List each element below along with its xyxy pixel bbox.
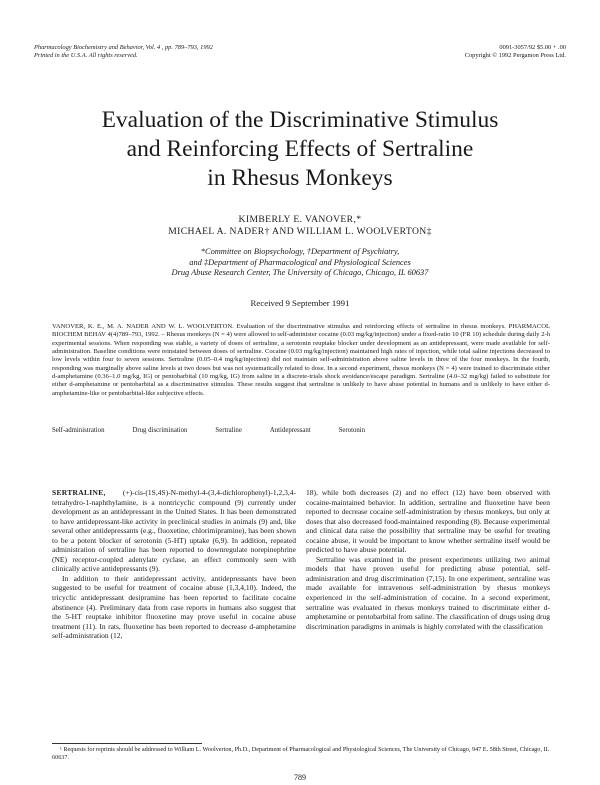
running-header-right: [465, 44, 566, 60]
body-paragraph: Sertraline was examined in the present experiments utilizing two animal models that have proven useful for predicting abuse potential, self-administration and drug discrimination (7,15). In one experiment, sertraline was made available for intravenous self-administration by rhesus monkeys experienced in the self-administration of cocaine. In a second experiment, sertraline was evaluated in rhesus monkeys trained to discriminate either d-amphetamine or pentobarbital from saline. The classification of drugs using drug discrimination paradigms in animals is highly correlated with the classification: [306, 554, 550, 631]
title-line: in Rhesus Monkeys: [207, 164, 393, 191]
keyword: Drug discrimination: [132, 427, 188, 434]
copyright-notice: Copyright © 1992 Pergamon Press Ltd.: [464, 52, 566, 59]
paragraph-text: (+)-cis-(1S,4S)-N-methyl-4-(3,4-dichlorophenyl)-1,2,3,4-tetrahydro-1-naphthylamine, is a nontricyclic compound (9) currently under development as an antidepressant in the United States. It has been demonstrated to have antidepressant-like activity in preclinical studies in animals (9) and, like several other antidepressants (e.g., fluoxetine, chlorimipramine), has been shown to be a potent blocker of serotonin (5-HT) uptake (6,9). In addition, repeated administration of sertraline has been reported to downregulate norepinephrine (NE) receptor-coupled adenylate cyclase, an effect commonly seen with clinically active antidepressants (9).: [52, 488, 296, 574]
running-header-left: [34, 44, 213, 60]
affiliation-line: *Committee on Biopsychology, †Department of Psychiatry,: [200, 247, 400, 256]
author-list: [40, 214, 560, 238]
keyword: Sertraline: [215, 427, 242, 434]
lead-word: SERTRALINE,: [52, 488, 106, 497]
paper-title: [40, 106, 560, 193]
footnote: [52, 746, 550, 761]
keyword: Antidepressant: [269, 427, 311, 434]
print-notice: Printed in the U.S.A. All rights reserved.: [34, 52, 138, 59]
footnote-divider: [52, 743, 202, 744]
author-line: MICHAEL A. NADER† AND WILLIAM L. WOOLVERTON‡: [168, 226, 432, 237]
affiliation-line: Drug Abuse Research Center, The University of Chicago, Chicago, IL 60637: [171, 268, 429, 277]
title-line: Evaluation of the Discriminative Stimulus: [101, 106, 499, 133]
body-paragraph: In addition to their antidepressant activity, antidepressants have been suggested to be useful for treatment of cocaine abuse (1,3,4,10). Indeed, the tricyclic antidepressant desipramine has been reported to facilitate cocaine abstinence (4). Preliminary data from case reports in humans also suggest that the 5-HT reuptake inhibitor fluoxetine may prove useful in cocaine abuse treatment (11). In rats, fluoxetine has been reported to decrease d-amphetamine self-administration (12,: [52, 573, 296, 641]
abstract: [52, 323, 550, 398]
journal-citation: Pharmacology Biochemistry and Behavior, Vol. 4 , pp. 789–793, 1992: [34, 44, 213, 51]
body-paragraph: [52, 488, 296, 574]
title-line: and Reinforcing Effects of Sertraline: [126, 135, 474, 162]
body-column-left: [52, 488, 296, 641]
affiliation-line: and ‡Department of Pharmacological and Physiological Sciences: [189, 257, 411, 267]
body-column-right: [306, 488, 550, 631]
body-paragraph: 18), while both decreases (2) and no effect (12) have been observed with cocaine-maintained behavior. In addition, sertraline and fluoxetine have been reported to decrease cocaine self-administration by rhesus monkeys, but only at doses that also decreased food-maintained responding (8). Because experimental and clinical data raise the possibility that sertraline may be useful for treating cocaine abuse, it would be important to know whether sertraline itself would be predicted to have abuse potential.: [306, 488, 550, 555]
author-line: KIMBERLY E. VANOVER,*: [238, 214, 362, 225]
keyword-list: [52, 427, 550, 434]
keyword: Serotonin: [338, 427, 366, 434]
footnote-text: ¹ Requests for reprints should be addressed to William L. Woolverton, Ph.D., Department of Pharmacological and Physiological Sciences, The University of Chicago, 947 E. 58th Street, Chicago, IL 60637.: [52, 746, 550, 761]
issn-price: 0091-3057/92 $5.00 + .00: [499, 44, 566, 51]
abstract-text: VANOVER, K. E., M. A. NADER AND W. L. WOOLVERTON. Evaluation of the discriminative stimulus and reinforcing effects of sertraline in rhesus monkeys. PHARMACOL BIOCHEM BEHAV 4(4)789–793, 1992. – Rhesus monkeys (N = 4) were allowed to self-administer cocaine (0.03 mg/kg/injection) under a fixed-ratio 10 (FR 10) schedule during daily 2-h experimental sessions. When responding was stable, a variety of doses of sertraline, a serotonin reuptake blocker under development as an antidepressant, were made available for self-administration. Baseline conditions were reinstated between doses of sertraline. Cocaine (0.03 mg/kg/injection) maintained high rates of injection, while total saline injections decreased to low levels within four to seven sessions. Sertraline (0.05–0.4 mg/kg/injection) did not maintain self-administration above saline levels in three of the four monkeys. In the fourth, responding was marginally above saline levels at two doses but was not systematically related to dose. In a second experiment, rhesus monkeys (N = 4) were trained to discriminate either d-amphetamine (0.36–1.0 mg/kg, IG) or pentobarbital (10 mg/kg, IG) from saline in a discrete-trials shock avoidance/escape paradigm. Sertraline (4.0–32 mg/kg) failed to substitute for either d-amphetamine or pentobarbital as a discriminative stimulus. These results suggest that sertraline is unlikely to have abuse potential in humans and is unlikely to have either d-amphetamine-like or pentobarbital-like subjective effects.: [52, 323, 550, 397]
received-date: Received 9 September 1991: [250, 298, 350, 308]
page-number: 789: [294, 773, 306, 782]
affiliations: [40, 247, 560, 279]
keyword: Self-administration: [52, 427, 105, 434]
